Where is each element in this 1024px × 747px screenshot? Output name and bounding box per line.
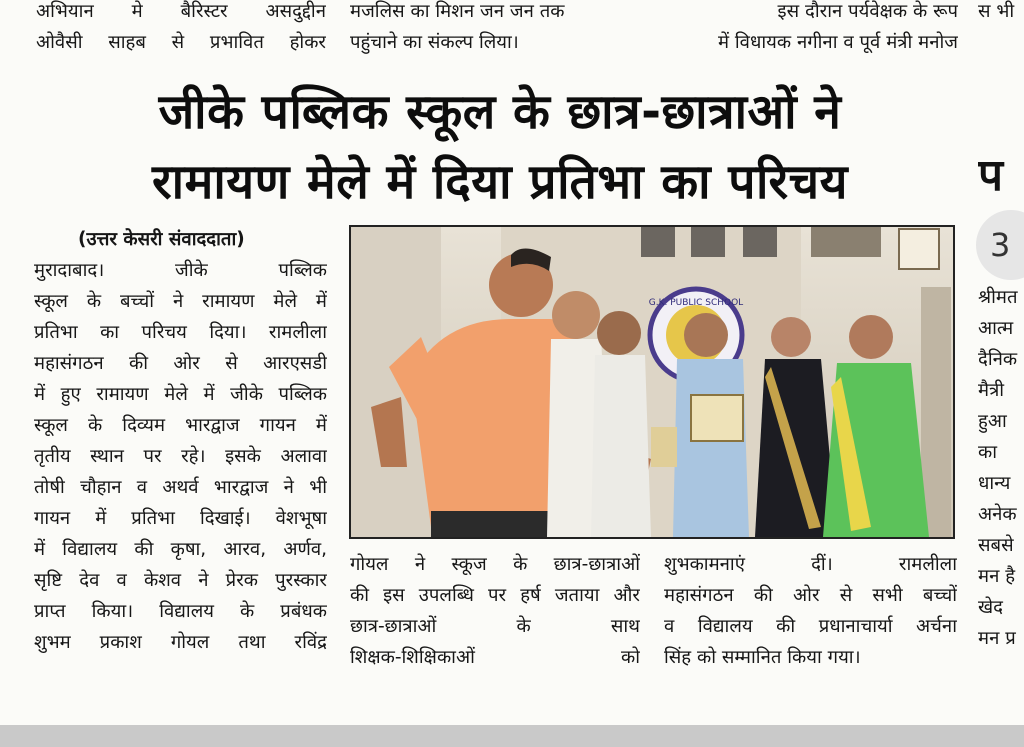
text-line: का xyxy=(978,442,997,463)
reporter-credit: (उत्तर केसरी संवाददाता) xyxy=(78,229,245,250)
text-line: सृष्टि देव व केशव ने प्रेरक पुरस्कार xyxy=(34,570,327,591)
top-column-2 xyxy=(350,0,642,58)
neighbour-badge xyxy=(976,210,1024,280)
text-line: श्रीमत xyxy=(978,287,1018,308)
neighbour-badge-number: 3 xyxy=(990,226,1011,264)
text-line: शुभम प्रकाश गोयल तथा रविंद्र xyxy=(34,632,327,653)
text-line: मैत्री xyxy=(978,380,1005,401)
text-line: धान्य xyxy=(978,473,1011,494)
text-line: छात्र-छात्राओं के साथ xyxy=(350,616,640,637)
viewer-bottom-bar xyxy=(0,725,1024,747)
text-line: स्कूल के दिव्यम भारद्वाज गायन में xyxy=(34,415,327,436)
text-line: पहुंचाने का संकल्प लिया। xyxy=(350,32,519,53)
top-column-3 xyxy=(664,0,958,58)
text-line: महासंगठन की ओर से आरएसडी xyxy=(34,353,327,374)
text-line: सिंह को सम्मानित किया गया। xyxy=(664,647,861,668)
neighbour-headline-fragment: प xyxy=(978,150,1003,201)
headline-line-2: रामायण मेले में दिया प्रतिभा का परिचय xyxy=(152,154,848,210)
text-line: अभियान मे बैरिस्टर असदुद्दीन xyxy=(36,1,326,22)
text-line: स्कूल के बच्चों ने रामायण मेले में xyxy=(34,291,327,312)
text-line: तोषी चौहान व अथर्व भारद्वाज ने भी xyxy=(34,477,327,498)
text-line: दैनिक xyxy=(978,349,1018,370)
text-line: स भी xyxy=(978,1,1015,22)
text-line: मन प्र xyxy=(978,628,1016,649)
text-line: प्राप्त किया। विद्यालय के प्रबंधक xyxy=(34,601,327,622)
text-line: शिक्षक-शिक्षिकाओं को xyxy=(350,647,640,668)
text-line: मन है xyxy=(978,566,1016,587)
text-line: गायन में प्रतिभा दिखाई। वेशभूषा xyxy=(34,508,327,529)
text-line: अनेक xyxy=(978,504,1017,525)
text-line: गोयल ने स्कूज के छात्र-छात्राओं xyxy=(350,554,640,575)
article-column-3 xyxy=(664,549,957,673)
text-line: मुरादाबाद। जीके पब्लिक xyxy=(34,260,327,281)
banner-text: G.K. PUBLIC SCHOOL xyxy=(648,298,744,308)
text-line: में हुए रामायण मेले में जीके पब्लिक xyxy=(34,384,327,405)
text-line: खेद xyxy=(978,597,1003,618)
text-line: में विधायक नगीना व पूर्व मंत्री मनोज xyxy=(717,32,958,53)
text-line: प्रतिभा का परिचय दिया। रामलीला xyxy=(34,322,327,343)
award-ceremony-photo xyxy=(351,227,953,537)
top-column-1 xyxy=(36,0,326,58)
text-line: तृतीय स्थान पर रहे। इसके अलावा xyxy=(34,446,327,467)
text-line: में विद्यालय की कृषा, आरव, अर्णव, xyxy=(34,539,327,560)
text-line: आत्म xyxy=(978,318,1014,339)
text-line: इस दौरान पर्यवेक्षक के रूप xyxy=(777,1,958,22)
text-line: ओवैसी साहब से प्रभावित होकर xyxy=(36,32,326,53)
text-line: शुभकामनाएं दीं। रामलीला xyxy=(664,554,957,575)
headline-line-1: जीके पब्लिक स्कूल के छात्र-छात्राओं ने xyxy=(158,84,842,140)
text-line: हुआ xyxy=(978,411,1007,432)
text-line: व विद्यालय की प्रधानाचार्या अर्चना xyxy=(664,616,957,637)
text-line: मजलिस का मिशन जन जन तक xyxy=(350,1,565,22)
top-column-4-fragment xyxy=(978,0,1024,27)
text-line: की इस उपलब्धि पर हर्ष जताया और xyxy=(350,585,640,606)
neighbour-column-fragment xyxy=(978,282,1024,654)
article-column-2 xyxy=(350,549,640,673)
article-column-1 xyxy=(34,224,327,658)
text-line: सबसे xyxy=(978,535,1014,556)
text-line: महासंगठन की ओर से सभी बच्चों xyxy=(664,585,957,606)
news-photo xyxy=(349,225,955,539)
